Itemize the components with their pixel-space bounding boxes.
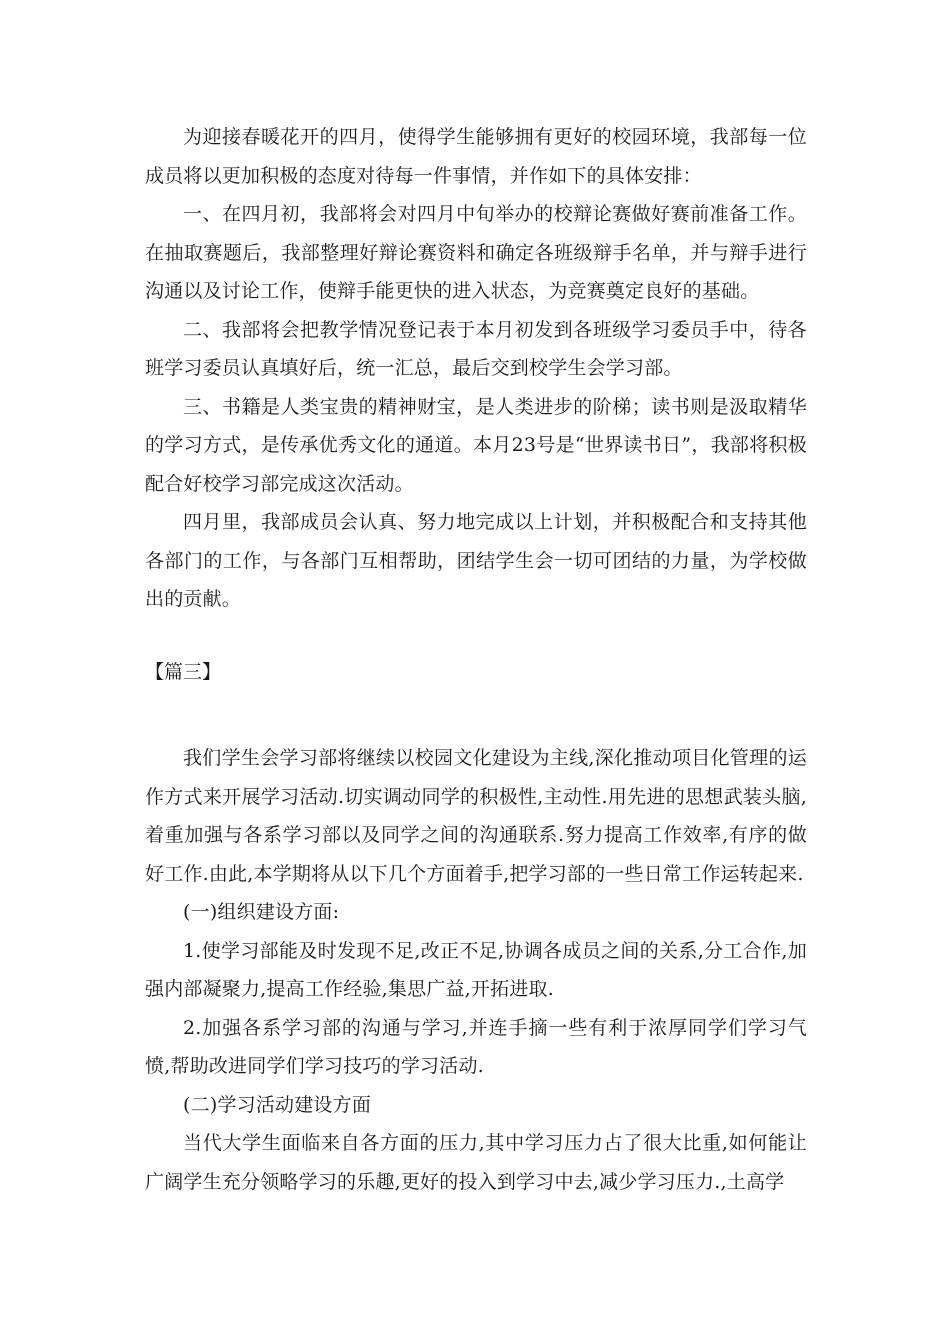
section-heading: 【篇三】 bbox=[145, 660, 222, 683]
subheading-activities: (二)学习活动建设方面 bbox=[183, 1093, 372, 1116]
subheading-organization: (一)组织建设方面: bbox=[183, 901, 340, 923]
paragraph-item-one: 一、在四月初，我部将会对四月中旬举办的校辩论赛做好赛前准备工作。在抽取赛题后，我部整理好辩论赛资料和确定各班级辩手名单，并与辩手进行沟通以及讨论工作，使辩手能更快的进入状态，为竞赛奠定良好的基础。 bbox=[145, 203, 807, 302]
spacer bbox=[145, 691, 807, 739]
paragraph-point-one: 1.使学习部能及时发现不足,改正不足,协调各成员之间的关系,分工合作,加强内部凝聚力,提高工作经验,集思广益,开拓进取. bbox=[145, 939, 807, 1000]
paragraph-closing: 四月里，我部成员会认真、努力地完成以上计划，并积极配合和支持其他各部门的工作，与各部门互相帮助，团结学生会一切可团结的力量，为学校做出的贡献。 bbox=[145, 511, 807, 610]
paragraph-item-three: 三、书籍是人类宝贵的精神财宝，是人类进步的阶梯；读书则是汲取精华的学习方式，是传承优秀文化的通道。本月23号是“世界读书日”，我部将积极配合好校学习部完成这次活动。 bbox=[145, 395, 807, 495]
document-page bbox=[145, 118, 807, 1201]
paragraph-section-intro: 我们学生会学习部将继续以校园文化建设为主线,深化推动项目化管理的运作方式来开展学习活动.切实调动同学的积极性,主动性.用先进的思想武装头脑,着重加强与各系学习部以及同学之间的沟通联系.努力提高工作效率,有序的做好工作.由此,本学期将从以下几个方面着手,把学习部的一些日常工作运转起来. bbox=[145, 747, 807, 885]
paragraph-item-two: 二、我部将会把教学情况登记表于本月初发到各班级学习委员手中，待各班学习委员认真填好后，统一汇总，最后交到校学生会学习部。 bbox=[145, 318, 807, 379]
paragraph-activities: 当代大学生面临来自各方面的压力,其中学习压力占了很大比重,如何能让广阔学生充分领略学习的乐趣,更好的投入到学习中去,减少学习压力.,土高学 bbox=[145, 1132, 807, 1193]
paragraph-point-two: 2.加强各系学习部的沟通与学习,并连手摘一些有利于浓厚同学们学习气愤,帮助改进同学们学习技巧的学习活动. bbox=[145, 1016, 807, 1077]
spacer bbox=[145, 619, 807, 653]
paragraph-intro: 为迎接春暖花开的四月，使得学生能够拥有更好的校园环境，我部每一位成员将以更加积极的态度对待每一件事情，并作如下的具体安排： bbox=[145, 126, 807, 187]
